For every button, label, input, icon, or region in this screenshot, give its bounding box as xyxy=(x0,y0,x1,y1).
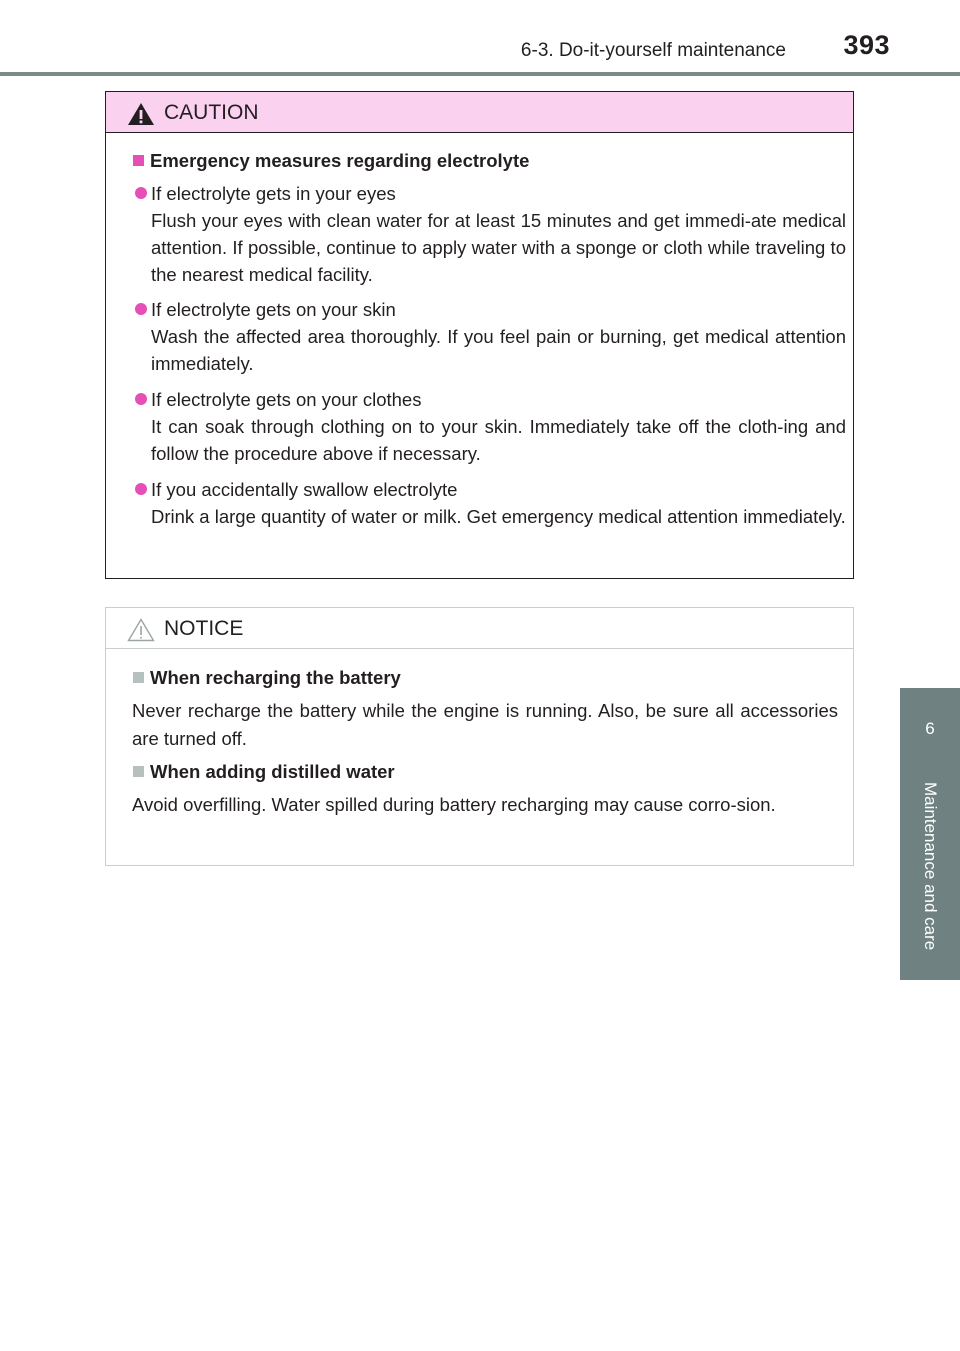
page-number: 393 xyxy=(843,30,890,60)
notice-label: NOTICE xyxy=(164,617,244,640)
warning-triangle-outline-icon xyxy=(127,618,155,647)
notice-section-title: When recharging the battery xyxy=(133,667,401,689)
section-square-icon xyxy=(133,766,144,777)
bullet-dot-icon xyxy=(135,483,147,495)
caution-header xyxy=(106,92,853,133)
section-square-icon xyxy=(133,155,144,166)
chapter-tab-title: Maintenance and care xyxy=(921,782,940,951)
caution-label: CAUTION xyxy=(164,101,259,124)
notice-section-title: When adding distilled water xyxy=(133,761,395,783)
notice-section-body: Never recharge the battery while the engine is running. Also, be sure all accessories are turned off. xyxy=(132,700,838,749)
chapter-tab xyxy=(900,770,960,980)
bullet-dot-icon xyxy=(135,303,147,315)
caution-section-title: Emergency measures regarding electrolyte xyxy=(133,150,529,172)
running-header-section: 6-3. Do-it-yourself maintenance xyxy=(520,40,786,61)
notice-box xyxy=(105,607,854,866)
bullet-dot-icon xyxy=(135,187,147,199)
section-square-icon xyxy=(133,672,144,683)
caution-item: If electrolyte gets on your clothes It can soak through clothing on to your skin. Immediately take off the cloth-ing and follow the procedure above if necessary. xyxy=(135,386,846,467)
notice-header xyxy=(106,608,853,649)
bullet-dot-icon xyxy=(135,393,147,405)
chapter-tab-number: 6 xyxy=(900,688,960,770)
notice-section-body: Avoid overfilling. Water spilled during battery recharging may cause corro-sion. xyxy=(132,794,776,815)
caution-item: If electrolyte gets in your eyes Flush your eyes with clean water for at least 15 minutes and get immedi-ate medical attention. If possible, continue to apply water with a sponge or cloth while traveling to the nearest medical facility. xyxy=(135,180,846,288)
caution-item: If electrolyte gets on your skin Wash the affected area thoroughly. If you feel pain or burning, get medical attention immediately. xyxy=(135,296,846,377)
caution-item: If you accidentally swallow electrolyte Drink a large quantity of water or milk. Get emergency medical attention immediately. xyxy=(135,476,846,530)
header-rule xyxy=(0,72,960,76)
caution-box xyxy=(105,91,854,579)
warning-triangle-icon xyxy=(127,102,155,131)
